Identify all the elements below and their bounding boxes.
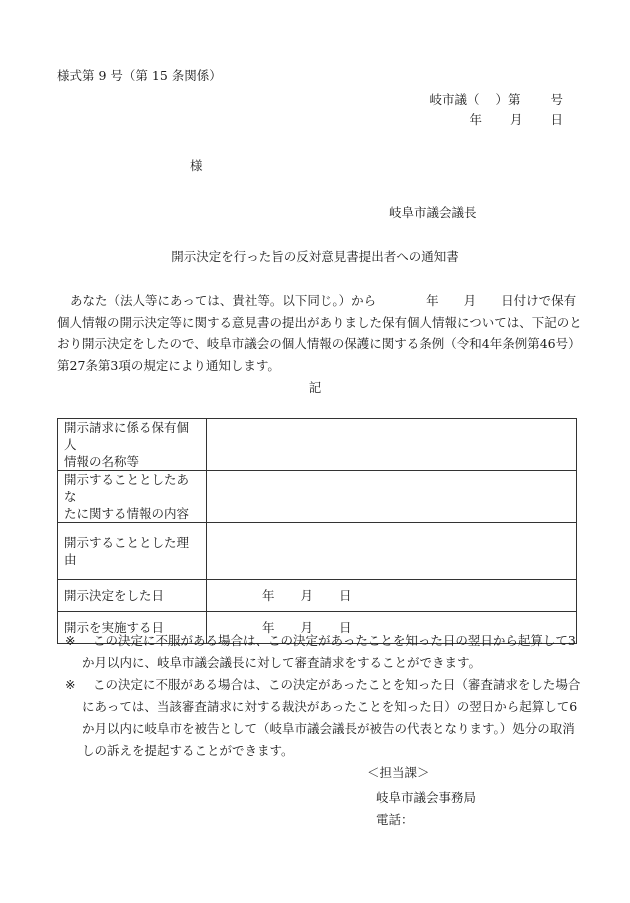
decision-date-year: 年	[262, 588, 275, 603]
note-line: か月以内に、岐阜市議会議長に対して審査請求をすることができます。	[82, 655, 482, 670]
decision-date-field[interactable]	[207, 580, 577, 612]
table-row	[58, 580, 577, 612]
sender-name: 岐阜市議会議長	[389, 205, 477, 220]
issue-date-month: 月	[509, 112, 523, 127]
table-row	[58, 523, 577, 580]
row-label-implementation-date: 開示を実施する日	[58, 612, 207, 644]
note-line: か月以内に岐阜市を被告として（岐阜市議会議長が被告の代表となります。）処分の取消	[82, 721, 575, 736]
issue-date-day: 日	[550, 112, 563, 127]
document-title: 開示決定を行った旨の反対意見書提出者への通知書	[171, 249, 459, 264]
note-item	[65, 630, 580, 674]
contact-office: 岐阜市議会事務局	[376, 790, 477, 805]
decision-date-day: 日	[339, 588, 352, 603]
form-number: 様式第 9 号（第 15 条関係）	[57, 68, 222, 83]
info-name-field[interactable]	[207, 419, 577, 471]
row-label-decision-date: 開示決定をした日	[58, 580, 207, 612]
info-content-field[interactable]	[207, 471, 577, 523]
table-row	[58, 471, 577, 523]
note-mark: ※	[65, 633, 76, 648]
body-line: 第27条第3項の規定により通知します。	[57, 357, 280, 373]
note-line: しの訴えを提起することができます。	[82, 743, 294, 758]
notes-section	[65, 630, 580, 762]
issue-date	[0, 110, 563, 128]
implementation-date-day: 日	[339, 620, 352, 635]
body-line: 個人情報の開示決定等に関する意見書の提出がありました保有個人情報については、下記のと	[57, 314, 582, 330]
implementation-date-month: 月	[300, 620, 314, 635]
contact-heading: ＜担当課＞	[367, 765, 430, 780]
reference-mid: ）第	[495, 92, 521, 107]
disclosure-info-table	[57, 418, 577, 644]
note-item	[65, 674, 580, 762]
note-line: この決定に不服がある場合は、この決定があったことを知った日（審査請求をした場合	[93, 677, 581, 692]
reason-field[interactable]	[207, 523, 577, 580]
reference-suffix: 号	[550, 92, 563, 107]
decision-date-month: 月	[300, 588, 314, 603]
note-line: この決定に不服がある場合は、この決定があったことを知った日の翌日から起算して3	[93, 633, 576, 648]
row-label-info-name: 開示請求に係る保有個人 情報の名称等	[58, 419, 207, 471]
row-label-info-content: 開示することとしたあな たに関する情報の内容	[58, 471, 207, 523]
issue-date-year: 年	[469, 112, 482, 127]
body-line: あなた（法人等にあっては、貴社等。以下同じ。）から 年 月 日付けで保有	[70, 293, 577, 308]
addressee-honorific: 様	[190, 158, 203, 173]
table-row	[58, 419, 577, 471]
note-line: にあっては、当該審査請求に対する裁決があったことを知った日）の翌日から起算して6	[82, 699, 578, 714]
implementation-date-year: 年	[262, 620, 275, 635]
reference-number	[0, 90, 563, 108]
row-label-reason: 開示することとした理由	[58, 523, 207, 580]
record-label: 記	[308, 380, 322, 395]
reference-prefix: 岐市議（	[429, 92, 480, 107]
body-line: おり開示決定をしたので、岐阜市議会の個人情報の保護に関する条例（令和4年条例第46号）	[57, 336, 581, 351]
note-mark: ※	[65, 677, 76, 692]
body-paragraph	[57, 290, 582, 376]
contact-phone: 電話：	[376, 812, 414, 827]
